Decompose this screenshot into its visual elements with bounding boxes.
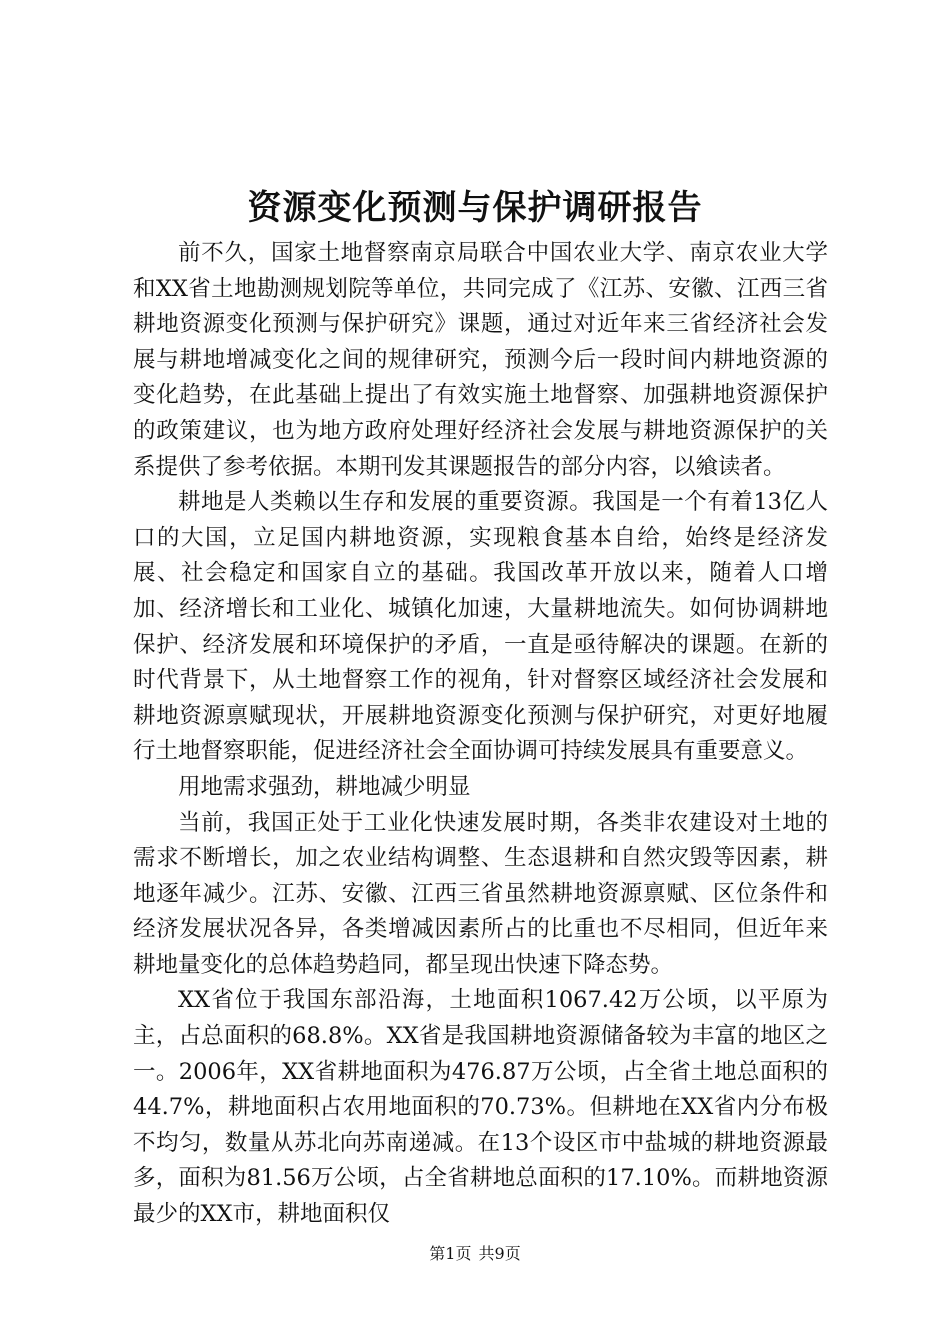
paragraph-background: 耕地是人类赖以生存和发展的重要资源。我国是一个有着13亿人口的大国，立足国内耕地资源，实现粮食基本自给，始终是经济发展、社会稳定和国家自立的基础。我国改革开放以来，随着人口增加、经济增长和工业化、城镇化加速，大量耕地流失。如何协调耕地保护、经济发展和环境保护的矛盾，一直是亟待解决的课题。在新的时代背景下，从土地督察工作的视角，针对督察区域经济社会发展和耕地资源禀赋现状，开展耕地资源变化预测与保护研究，对更好地履行土地督察职能，促进经济社会全面协调可持续发展具有重要意义。 bbox=[133, 489, 828, 765]
document-body bbox=[133, 236, 828, 1233]
page-number: 第1页 bbox=[429, 1244, 472, 1263]
section-heading: 用地需求强劲，耕地减少明显 bbox=[178, 773, 471, 800]
page-footer bbox=[0, 1242, 950, 1266]
page-total: 共9页 bbox=[478, 1244, 521, 1263]
document-title: 资源变化预测与保护调研报告 bbox=[247, 188, 703, 228]
paragraph-intro: 前不久，国家土地督察南京局联合中国农业大学、南京农业大学和XX省土地勘测规划院等单位，共同完成了《江苏、安徽、江西三省耕地资源变化预测与保护研究》课题，通过对近年来三省经济社会发展与耕地增减变化之间的规律研究，预测今后一段时间内耕地资源的变化趋势，在此基础上提出了有效实施土地督察、加强耕地资源保护的政策建议，也为地方政府处理好经济社会发展与耕地资源保护的关系提供了参考依据。本期刊发其课题报告的部分内容，以飨读者。 bbox=[133, 240, 828, 480]
paragraph-province-data: XX省位于我国东部沿海，土地面积1067.42万公顷，以平原为主，占总面积的68.8%。XX省是我国耕地资源储备较为丰富的地区之一。2006年，XX省耕地面积为476.87万公顷，占全省土地总面积的44.7%，耕地面积占农用地面积的70.73%。但耕地在XX省内分布极不均匀，数量从苏北向苏南递减。在13个设区市中盐城的耕地资源最多，面积为81.56万公顷，占全省耕地总面积的17.10%。而耕地资源最少的XX市，耕地面积仅 bbox=[133, 987, 828, 1228]
paragraph-current-situation: 当前，我国正处于工业化快速发展时期，各类非农建设对土地的需求不断增长，加之农业结构调整、生态退耕和自然灾毁等因素，耕地逐年减少。江苏、安徽、江西三省虽然耕地资源禀赋、区位条件和经济发展状况各异，各类增减因素所占的比重也不尽相同，但近年来耕地量变化的总体趋势趋同，都呈现出快速下降态势。 bbox=[133, 809, 828, 978]
